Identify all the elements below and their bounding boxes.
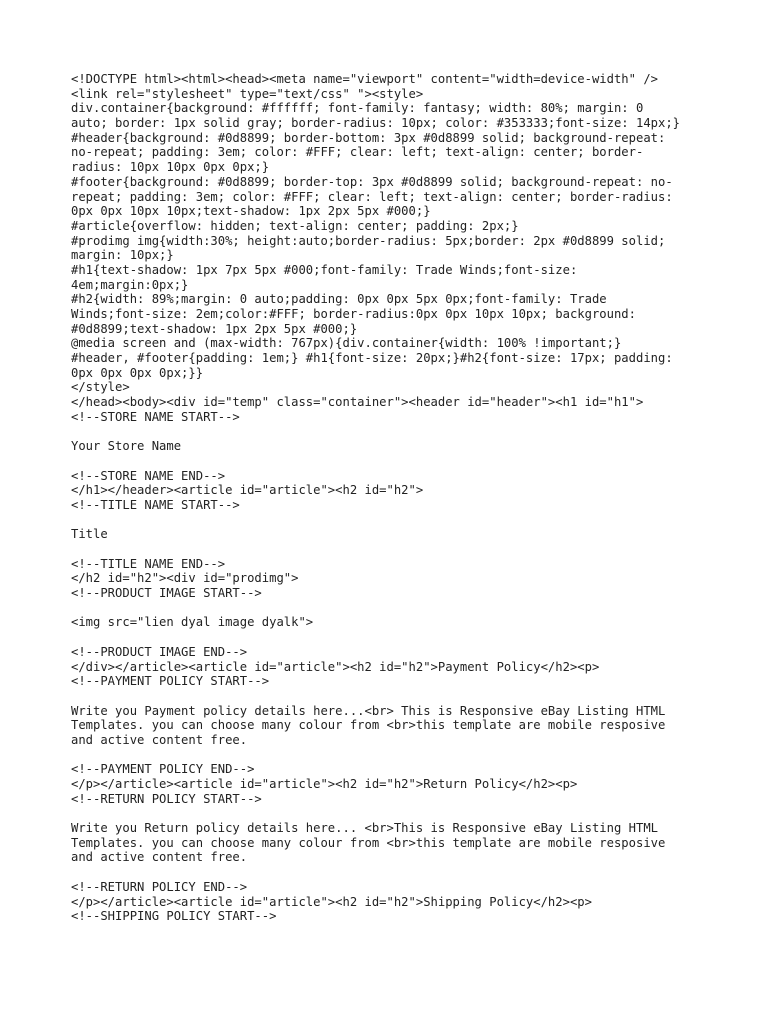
code-line <box>71 454 711 469</box>
code-line <box>71 748 711 763</box>
code-line: auto; border: 1px solid gray; border-radius: 10px; color: #353333;font-size: 14px;} <box>71 116 681 131</box>
source-code-text <box>71 72 711 924</box>
code-line: <!--PAYMENT POLICY END--> <box>71 762 255 777</box>
code-line: #prodimg img{width:30%; height:auto;border-radius: 5px;border: 2px #0d8899 solid; <box>71 233 666 248</box>
code-line: <!--PRODUCT IMAGE START--> <box>71 586 262 601</box>
code-line: #header, #footer{padding: 1em;} #h1{font-size: 20px;}#h2{font-size: 17px; padding: <box>71 351 673 366</box>
code-line: </div></article><article id="article"><h2 id="h2">Payment Policy</h2><p> <box>71 659 600 674</box>
code-line: <!--PRODUCT IMAGE END--> <box>71 644 248 659</box>
code-line: 0px 0px 0px 0px;}} <box>71 365 204 380</box>
code-line: radius: 10px 10px 0px 0px;} <box>71 160 270 175</box>
code-line: </h2 id="h2"><div id="prodimg"> <box>71 571 299 586</box>
code-line: #0d8899;text-shadow: 1px 2px 5px #000;} <box>71 321 358 336</box>
code-line: <!--TITLE NAME END--> <box>71 556 226 571</box>
code-line: #footer{background: #0d8899; border-top: 3px #0d8899 solid; background-repeat: no- <box>71 174 673 189</box>
code-line <box>71 425 711 440</box>
code-line <box>71 601 711 616</box>
code-line: 4em;margin:0px;} <box>71 277 189 292</box>
code-line: Title <box>71 527 108 542</box>
code-line: and active content free. <box>71 732 248 747</box>
code-line <box>71 806 711 821</box>
code-line: 0px 0px 10px 10px;text-shadow: 1px 2px 5px #000;} <box>71 204 431 219</box>
code-line <box>71 630 711 645</box>
code-line: <!--SHIPPING POLICY START--> <box>71 909 277 924</box>
code-line: </p></article><article id="article"><h2 id="h2">Return Policy</h2><p> <box>71 777 578 791</box>
code-line: repeat; padding: 3em; color: #FFF; clear: left; text-align: center; border-radius: <box>71 189 673 204</box>
code-line: div.container{background: #ffffff; font-family: fantasy; width: 80%; margin: 0 <box>71 101 644 116</box>
code-line: no-repeat; padding: 3em; color: #FFF; clear: left; text-align: center; border- <box>71 145 644 160</box>
code-line: <!--TITLE NAME START--> <box>71 497 240 512</box>
code-line <box>71 542 711 557</box>
code-line: Write you Payment policy details here...<br> This is Responsive eBay Listing HTML <box>71 703 666 718</box>
code-line: Templates. you can choose many colour from <br>this template are mobile resposive <box>71 835 666 850</box>
code-line: #header{background: #0d8899; border-bottom: 3px #0d8899 solid; background-repeat: <box>71 130 666 145</box>
code-line: margin: 10px;} <box>71 248 174 263</box>
code-line: <!DOCTYPE html><html><head><meta name="viewport" content="width=device-width" /> <box>71 72 658 86</box>
code-line: </head><body><div id="temp" class="container"><header id="header"><h1 id="h1"> <box>71 395 644 410</box>
code-line: <!--PAYMENT POLICY START--> <box>71 674 270 689</box>
code-line: Your Store Name <box>71 439 182 454</box>
code-line: #article{overflow: hidden; text-align: center; padding: 2px;} <box>71 218 519 233</box>
code-line: Winds;font-size: 2em;color:#FFF; border-radius:0px 0px 10px 10px; background: <box>71 307 636 321</box>
code-line: <link rel="stylesheet" type="text/css" "><style> <box>71 86 424 101</box>
code-line: <img src="lien dyal image dyalk"> <box>71 615 314 630</box>
code-line: #h2{width: 89%;margin: 0 auto;padding: 0px 0px 5px 0px;font-family: Trade <box>71 292 607 307</box>
code-line: @media screen and (max-width: 767px){div.container{width: 100% !important;} <box>71 336 622 351</box>
code-line: and active content free. <box>71 850 248 865</box>
code-line: Write you Return policy details here... <br>This is Responsive eBay Listing HTML <box>71 821 658 836</box>
code-line: Templates. you can choose many colour from <br>this template are mobile resposive <box>71 718 666 733</box>
code-line: <!--STORE NAME END--> <box>71 468 226 483</box>
code-line <box>71 689 711 704</box>
code-line: #h1{text-shadow: 1px 7px 5px #000;font-family: Trade Winds;font-size: <box>71 262 578 277</box>
code-line <box>71 865 711 880</box>
code-line: <!--STORE NAME START--> <box>71 409 240 424</box>
code-line <box>71 513 711 528</box>
code-line: </style> <box>71 380 130 395</box>
code-line: <!--RETURN POLICY END--> <box>71 879 248 894</box>
code-line: </p></article><article id="article"><h2 id="h2">Shipping Policy</h2><p> <box>71 894 592 909</box>
code-line: <!--RETURN POLICY START--> <box>71 791 262 806</box>
code-line: </h1></header><article id="article"><h2 id="h2"> <box>71 483 424 498</box>
